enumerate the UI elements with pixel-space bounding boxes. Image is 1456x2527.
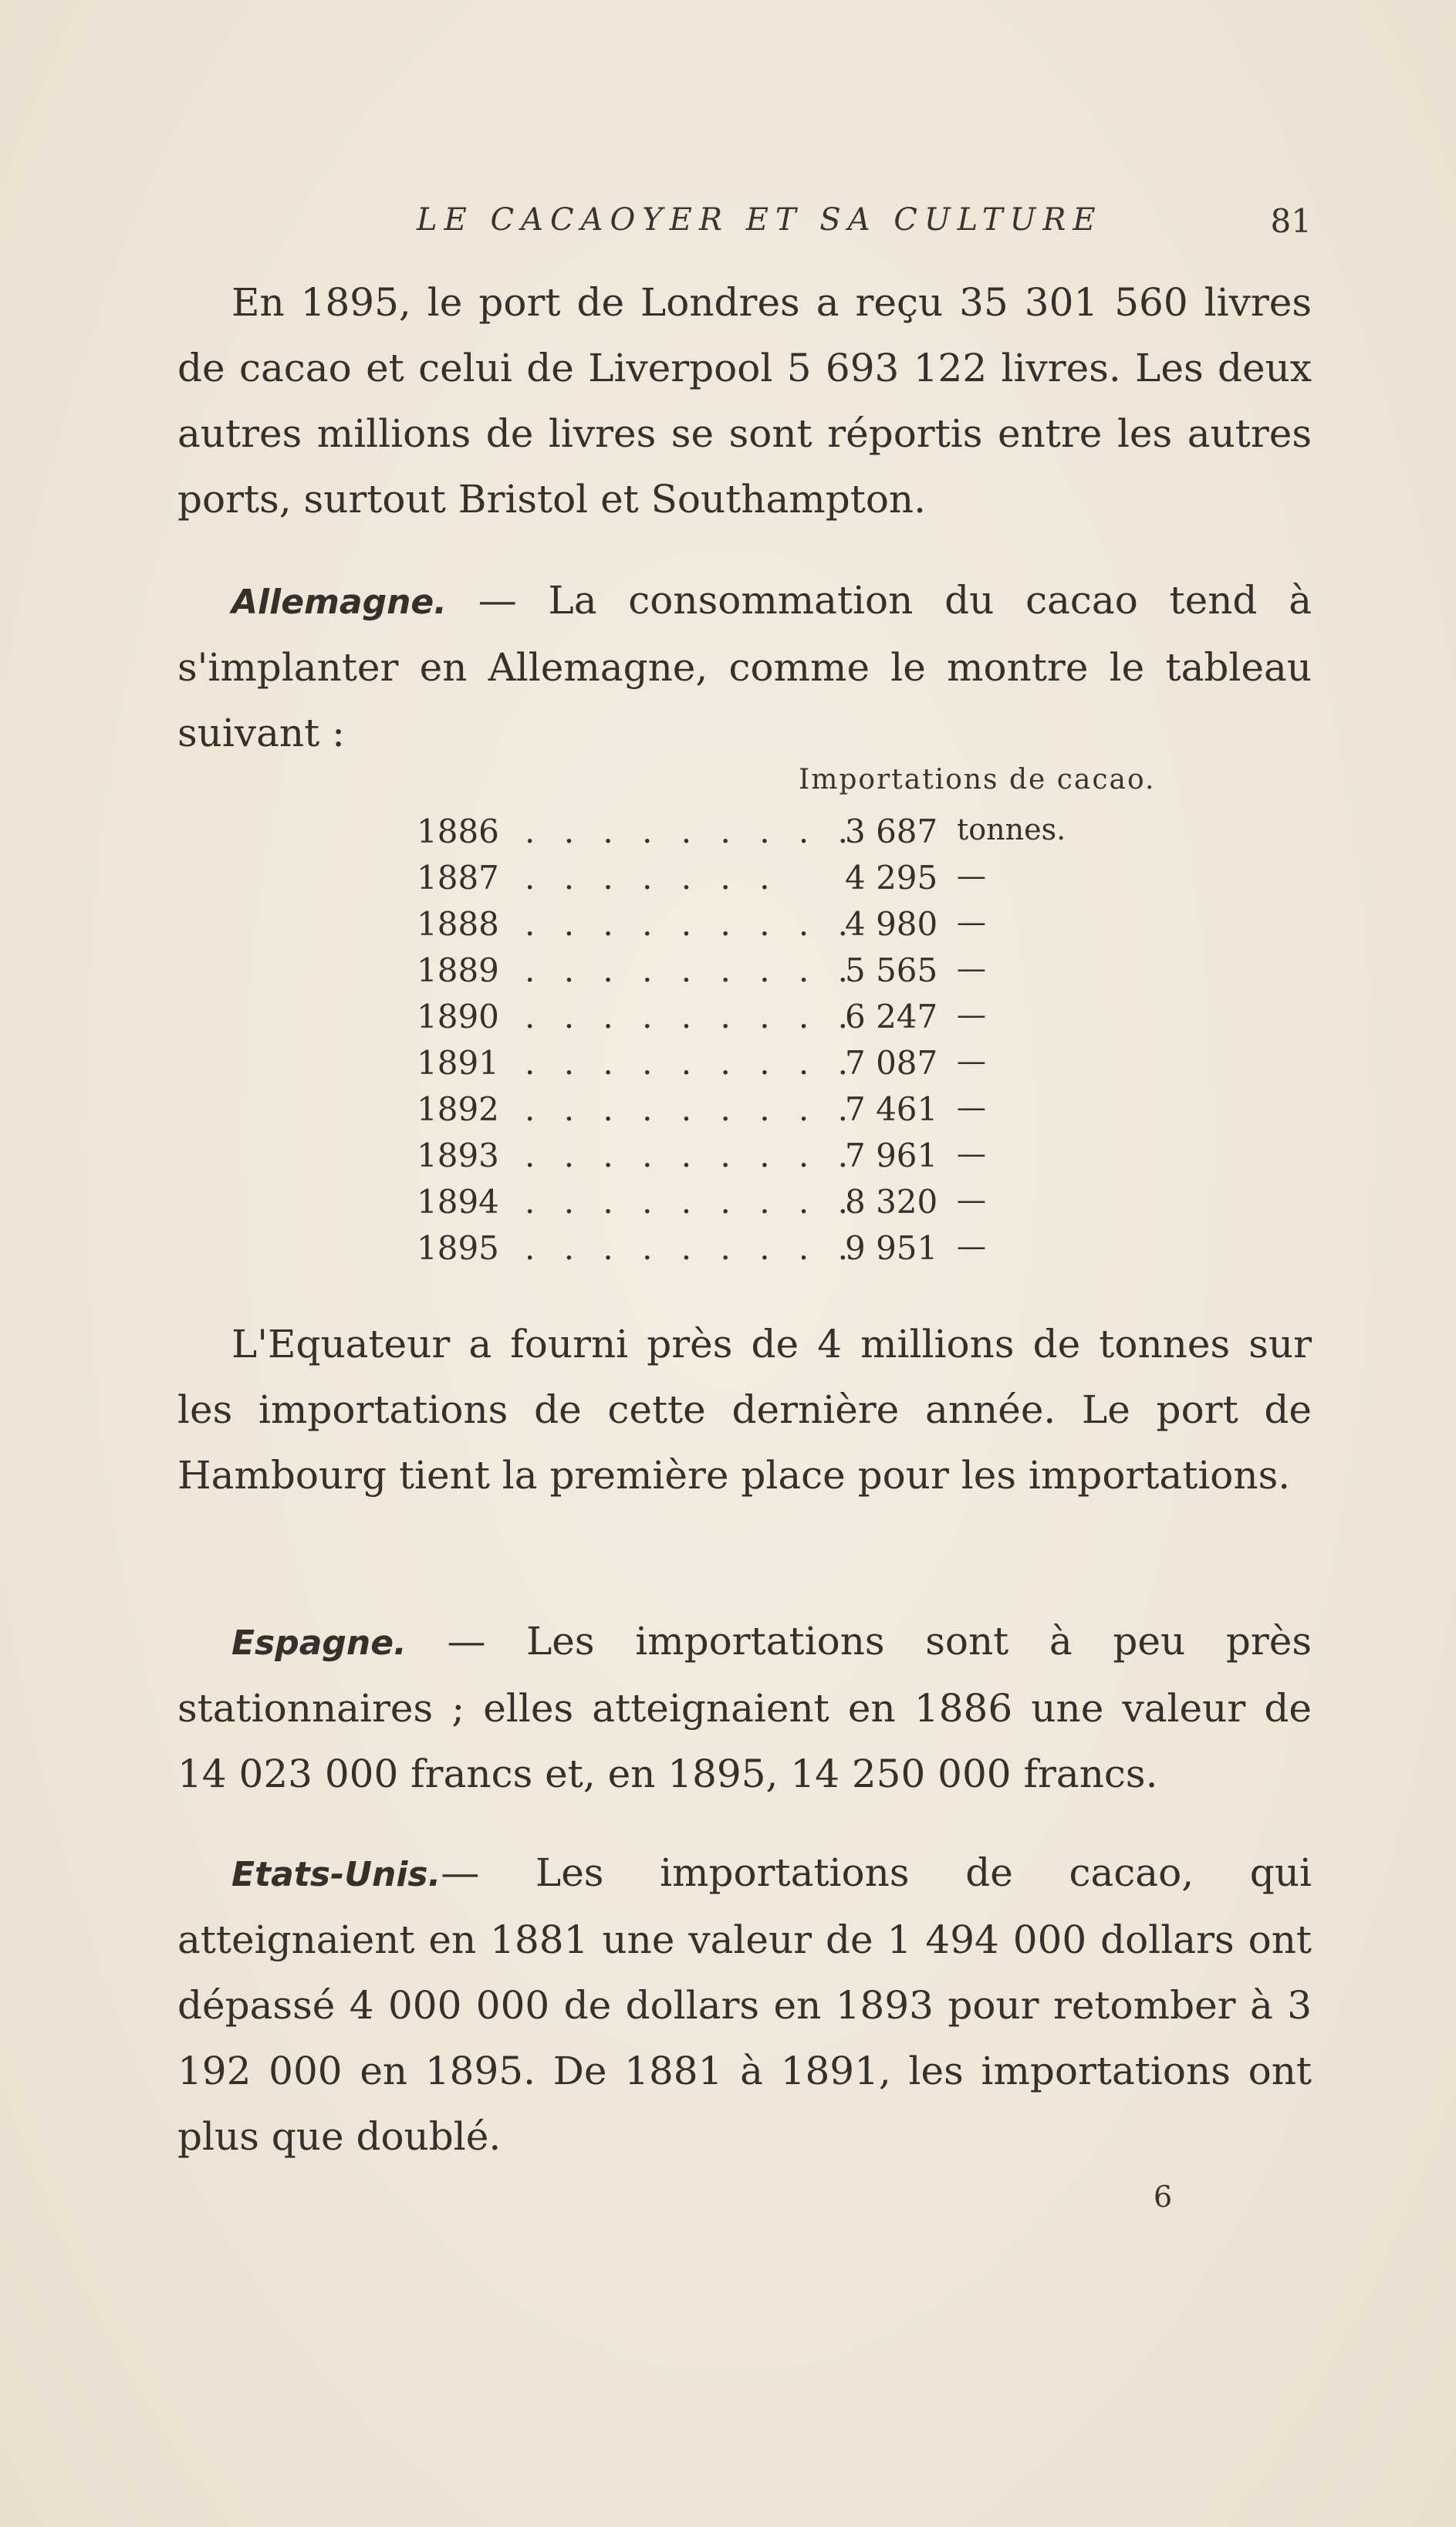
section-title-allemagne: Allemagne. bbox=[231, 583, 447, 622]
table-year: 1892 bbox=[417, 1090, 499, 1128]
signature-mark: 6 bbox=[1154, 2180, 1173, 2214]
table-row bbox=[417, 1223, 1157, 1269]
table-value: 7 961 bbox=[845, 1137, 938, 1174]
table-year: 1895 bbox=[417, 1229, 499, 1267]
paragraph-allemagne-text: — La consommation du cacao tend à s'implanter en Allemagne, comme le montre le tableau suivant : bbox=[177, 578, 1312, 755]
table-unit: — bbox=[957, 1090, 986, 1124]
table-unit: — bbox=[957, 1137, 986, 1171]
table-leader-dots: . . . . . . . . . bbox=[525, 1229, 857, 1267]
table-unit: tonnes. bbox=[957, 812, 1066, 846]
table-leader-dots: . . . . . . . . . bbox=[525, 951, 857, 989]
table-row bbox=[417, 853, 1157, 899]
table-leader-dots: . . . . . . . . . bbox=[525, 812, 857, 850]
table-value: 7 087 bbox=[845, 1044, 938, 1082]
paragraph-allemagne bbox=[177, 568, 1312, 766]
table-unit: — bbox=[957, 859, 986, 893]
table-row bbox=[417, 992, 1157, 1038]
table-year: 1893 bbox=[417, 1137, 499, 1174]
table-year: 1886 bbox=[417, 812, 499, 850]
table-unit: — bbox=[957, 905, 986, 939]
table-year: 1888 bbox=[417, 905, 499, 943]
table-leader-dots: . . . . . . . bbox=[525, 859, 779, 897]
table-unit: — bbox=[957, 1229, 986, 1263]
table-value: 9 951 bbox=[845, 1229, 938, 1267]
paragraph-etats-unis-text: — Les importations de cacao, qui atteignaient en 1881 une valeur de 1 494 000 dollars ont dépassé 4 000 000 de dollars en 1893 pour retomber à 3 192 000 en 1895. De 1881 à 1891, les importations ont plus que doublé. bbox=[177, 1850, 1312, 2159]
table-year: 1890 bbox=[417, 998, 499, 1035]
paragraph-london-liverpool: En 1895, le port de Londres a reçu 35 301 560 livres de cacao et celui de Liverpool 5 693 122 livres. Les deux autres millions de livres se sont réportis entre les autres ports, surtout Bristol et Southampton. bbox=[177, 280, 1312, 522]
table-year: 1891 bbox=[417, 1044, 499, 1082]
table-unit: — bbox=[957, 951, 986, 985]
table-row bbox=[417, 899, 1157, 945]
running-title: LE CACAOYER ET SA CULTURE bbox=[417, 202, 1103, 238]
paragraph-equateur: L'Equateur a fourni près de 4 millions de tonnes sur les importations de cette dernière année. Le port de Hambourg tient la première place pour les importations. bbox=[177, 1322, 1312, 1498]
section-title-espagne: Espagne. bbox=[231, 1623, 407, 1663]
table-row bbox=[417, 1130, 1157, 1177]
paragraph-espagne-text: — Les importations sont à peu près stationnaires ; elles atteignaient en 1886 une valeur de 14 023 000 francs et, en 1895, 14 250 000 francs. bbox=[177, 1619, 1312, 1796]
paragraph-etats-unis bbox=[177, 1840, 1312, 2170]
table-year: 1894 bbox=[417, 1183, 499, 1221]
table-leader-dots: . . . . . . . . . bbox=[525, 1090, 857, 1128]
table-heading: Importations de cacao. bbox=[799, 764, 1156, 796]
table-value: 4 980 bbox=[845, 905, 938, 943]
table-value: 8 320 bbox=[845, 1183, 938, 1221]
table-unit: — bbox=[957, 1044, 986, 1078]
table-leader-dots: . . . . . . . . . bbox=[525, 1183, 857, 1221]
table-row bbox=[417, 945, 1157, 992]
table-value: 4 295 bbox=[845, 859, 938, 897]
table-year: 1889 bbox=[417, 951, 499, 989]
table-row bbox=[417, 1084, 1157, 1130]
table-leader-dots: . . . . . . . . . bbox=[525, 905, 857, 943]
table-row bbox=[417, 1038, 1157, 1084]
table-unit: — bbox=[957, 1183, 986, 1217]
table-value: 5 565 bbox=[845, 951, 938, 989]
page-header bbox=[177, 202, 1312, 248]
table-unit: — bbox=[957, 998, 986, 1032]
table-value: 3 687 bbox=[845, 812, 938, 850]
table-leader-dots: . . . . . . . . . bbox=[525, 1044, 857, 1082]
page-number: 81 bbox=[1270, 202, 1312, 240]
paragraph-espagne bbox=[177, 1609, 1312, 1807]
table-leader-dots: . . . . . . . . . bbox=[525, 1137, 857, 1174]
section-title-etats-unis: Etats-Unis. bbox=[231, 1855, 441, 1894]
table-row bbox=[417, 1177, 1157, 1223]
table-year: 1887 bbox=[417, 859, 499, 897]
table-value: 6 247 bbox=[845, 998, 938, 1035]
table-leader-dots: . . . . . . . . . bbox=[525, 998, 857, 1035]
table-value: 7 461 bbox=[845, 1090, 938, 1128]
table-row bbox=[417, 806, 1157, 853]
imports-table bbox=[417, 806, 1157, 1269]
